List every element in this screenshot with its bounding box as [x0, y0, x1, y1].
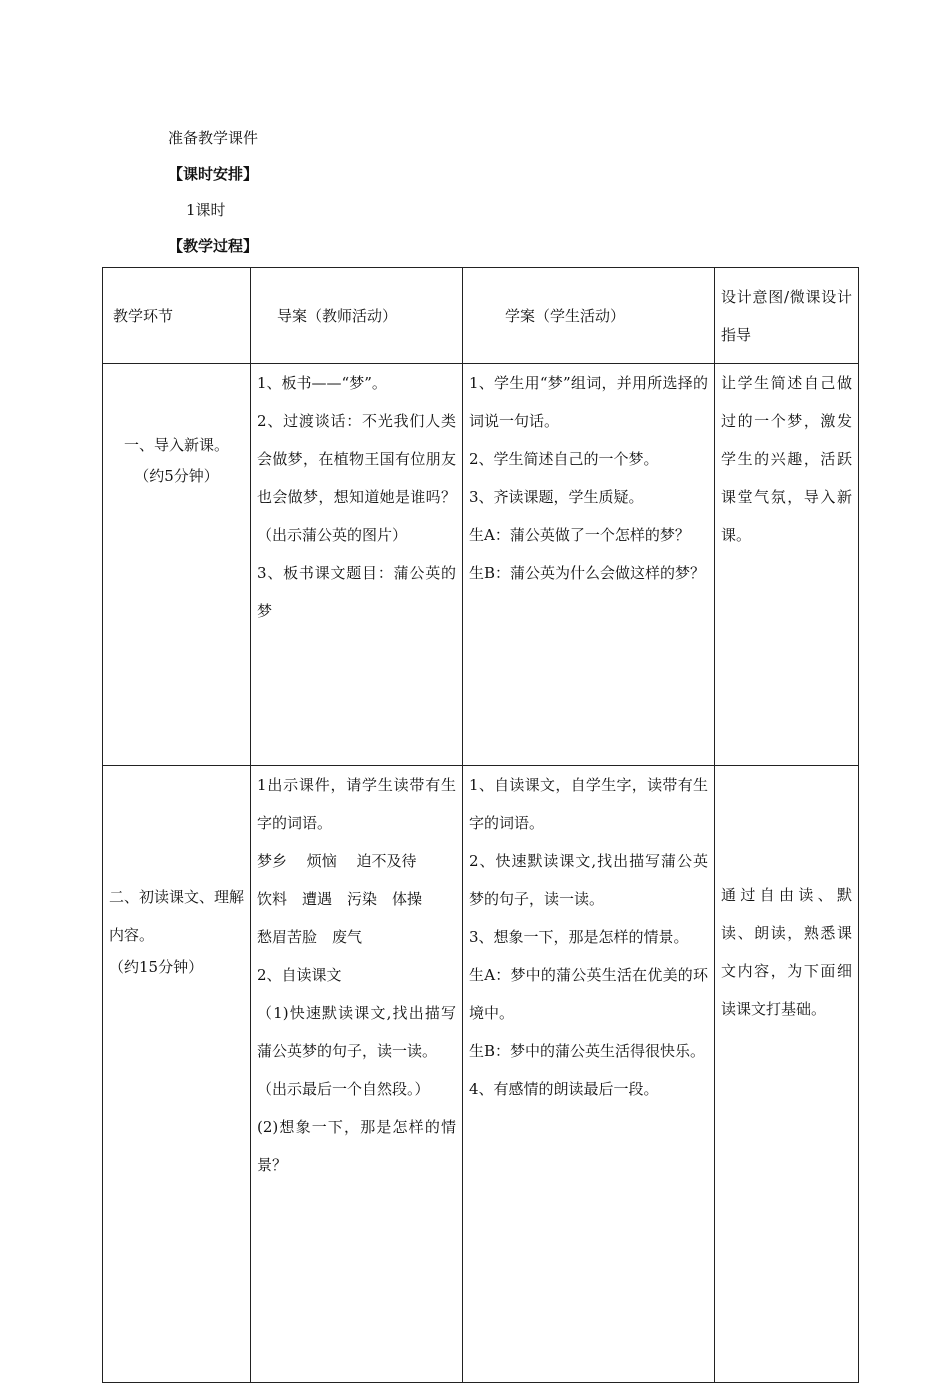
intent-cell: 通过自由读、默读、朗读，熟悉课文内容，为下面细读课文打基础。 [715, 766, 859, 1383]
student-step: 生A：蒲公英做了一个怎样的梦？ [469, 526, 690, 544]
teacher-step: 1、板书——“梦”。 [257, 374, 387, 392]
teacher-step: 2、过渡谈话：不光我们人类会做梦，在植物王国有位朋友也会做梦，想知道她是谁吗？（出示蒲公英的图片） [257, 412, 456, 544]
student-step: 生B：蒲公英为什么会做这样的梦？ [469, 564, 706, 582]
header-intent: 设计意图/微课设计指导 [715, 268, 859, 364]
table-row [103, 364, 859, 766]
intent-cell: 让学生简述自己做过的一个梦，激发学生的兴趣，活跃课堂气氛，导入新课。 [715, 364, 859, 766]
schedule-value: 1课时 [186, 201, 226, 219]
student-step: 3、齐读课题，学生质疑。 [469, 488, 644, 506]
teacher-step: 1出示课件，请学生读带有生字的词语。 [257, 776, 456, 832]
header-stage: 教学环节 [103, 268, 251, 364]
teacher-step: 2、自读课文 [257, 966, 342, 984]
student-step: 1、自读课文，自学生字，读带有生字的词语。 [469, 776, 708, 832]
student-step: 生A：梦中的蒲公英生活在优美的环境中。 [469, 966, 708, 1022]
stage-duration: （约15分钟） [109, 958, 204, 976]
stage-duration: （约5分钟） [134, 467, 219, 485]
student-step: 1、学生用“梦”组词，并用所选择的词说一句话。 [469, 374, 708, 430]
student-cell [463, 364, 715, 766]
teaching-process-table [102, 267, 859, 1383]
header-teacher: 导案（教师活动） [251, 268, 463, 364]
student-step: 3、想象一下，那是怎样的情景。 [469, 928, 689, 946]
stage-title: 二、初读课文、理解内容。 [109, 888, 245, 944]
table-header-row [103, 268, 859, 364]
teacher-cell [251, 766, 463, 1383]
stage-title: 一、导入新课。 [123, 436, 229, 454]
stage-cell [103, 766, 251, 1383]
teacher-step: （出示最后一个自然段。） [257, 1080, 430, 1098]
teacher-step: (2)想象一下，那是怎样的情景？ [257, 1118, 456, 1174]
student-step: 4、有感情的朗读最后一段。 [469, 1080, 659, 1098]
process-heading: 【教学过程】 [168, 237, 259, 255]
header-student: 学案（学生活动） [463, 268, 715, 364]
table-row [103, 766, 859, 1383]
student-step: 生B：梦中的蒲公英生活得很快乐。 [469, 1042, 706, 1060]
teacher-step: （1)快速默读课文,找出描写蒲公英梦的句子，读一读。 [257, 1004, 456, 1060]
vocab-line: 愁眉苦脸 废气 [257, 928, 363, 946]
teacher-step: 3、板书课文题目：蒲公英的梦 [257, 564, 456, 620]
schedule-heading: 【课时安排】 [168, 165, 259, 183]
student-step: 2、学生简述自己的一个梦。 [469, 450, 659, 468]
teacher-cell [251, 364, 463, 766]
stage-cell [103, 364, 251, 766]
vocab-line: 梦乡 烦恼 迫不及待 [257, 852, 417, 870]
vocab-line: 饮料 遭遇 污染 体操 [257, 890, 423, 908]
student-cell [463, 766, 715, 1383]
student-step: 2、快速默读课文,找出描写蒲公英梦的句子，读一读。 [469, 852, 708, 908]
materials-line: 准备教学课件 [168, 129, 259, 147]
